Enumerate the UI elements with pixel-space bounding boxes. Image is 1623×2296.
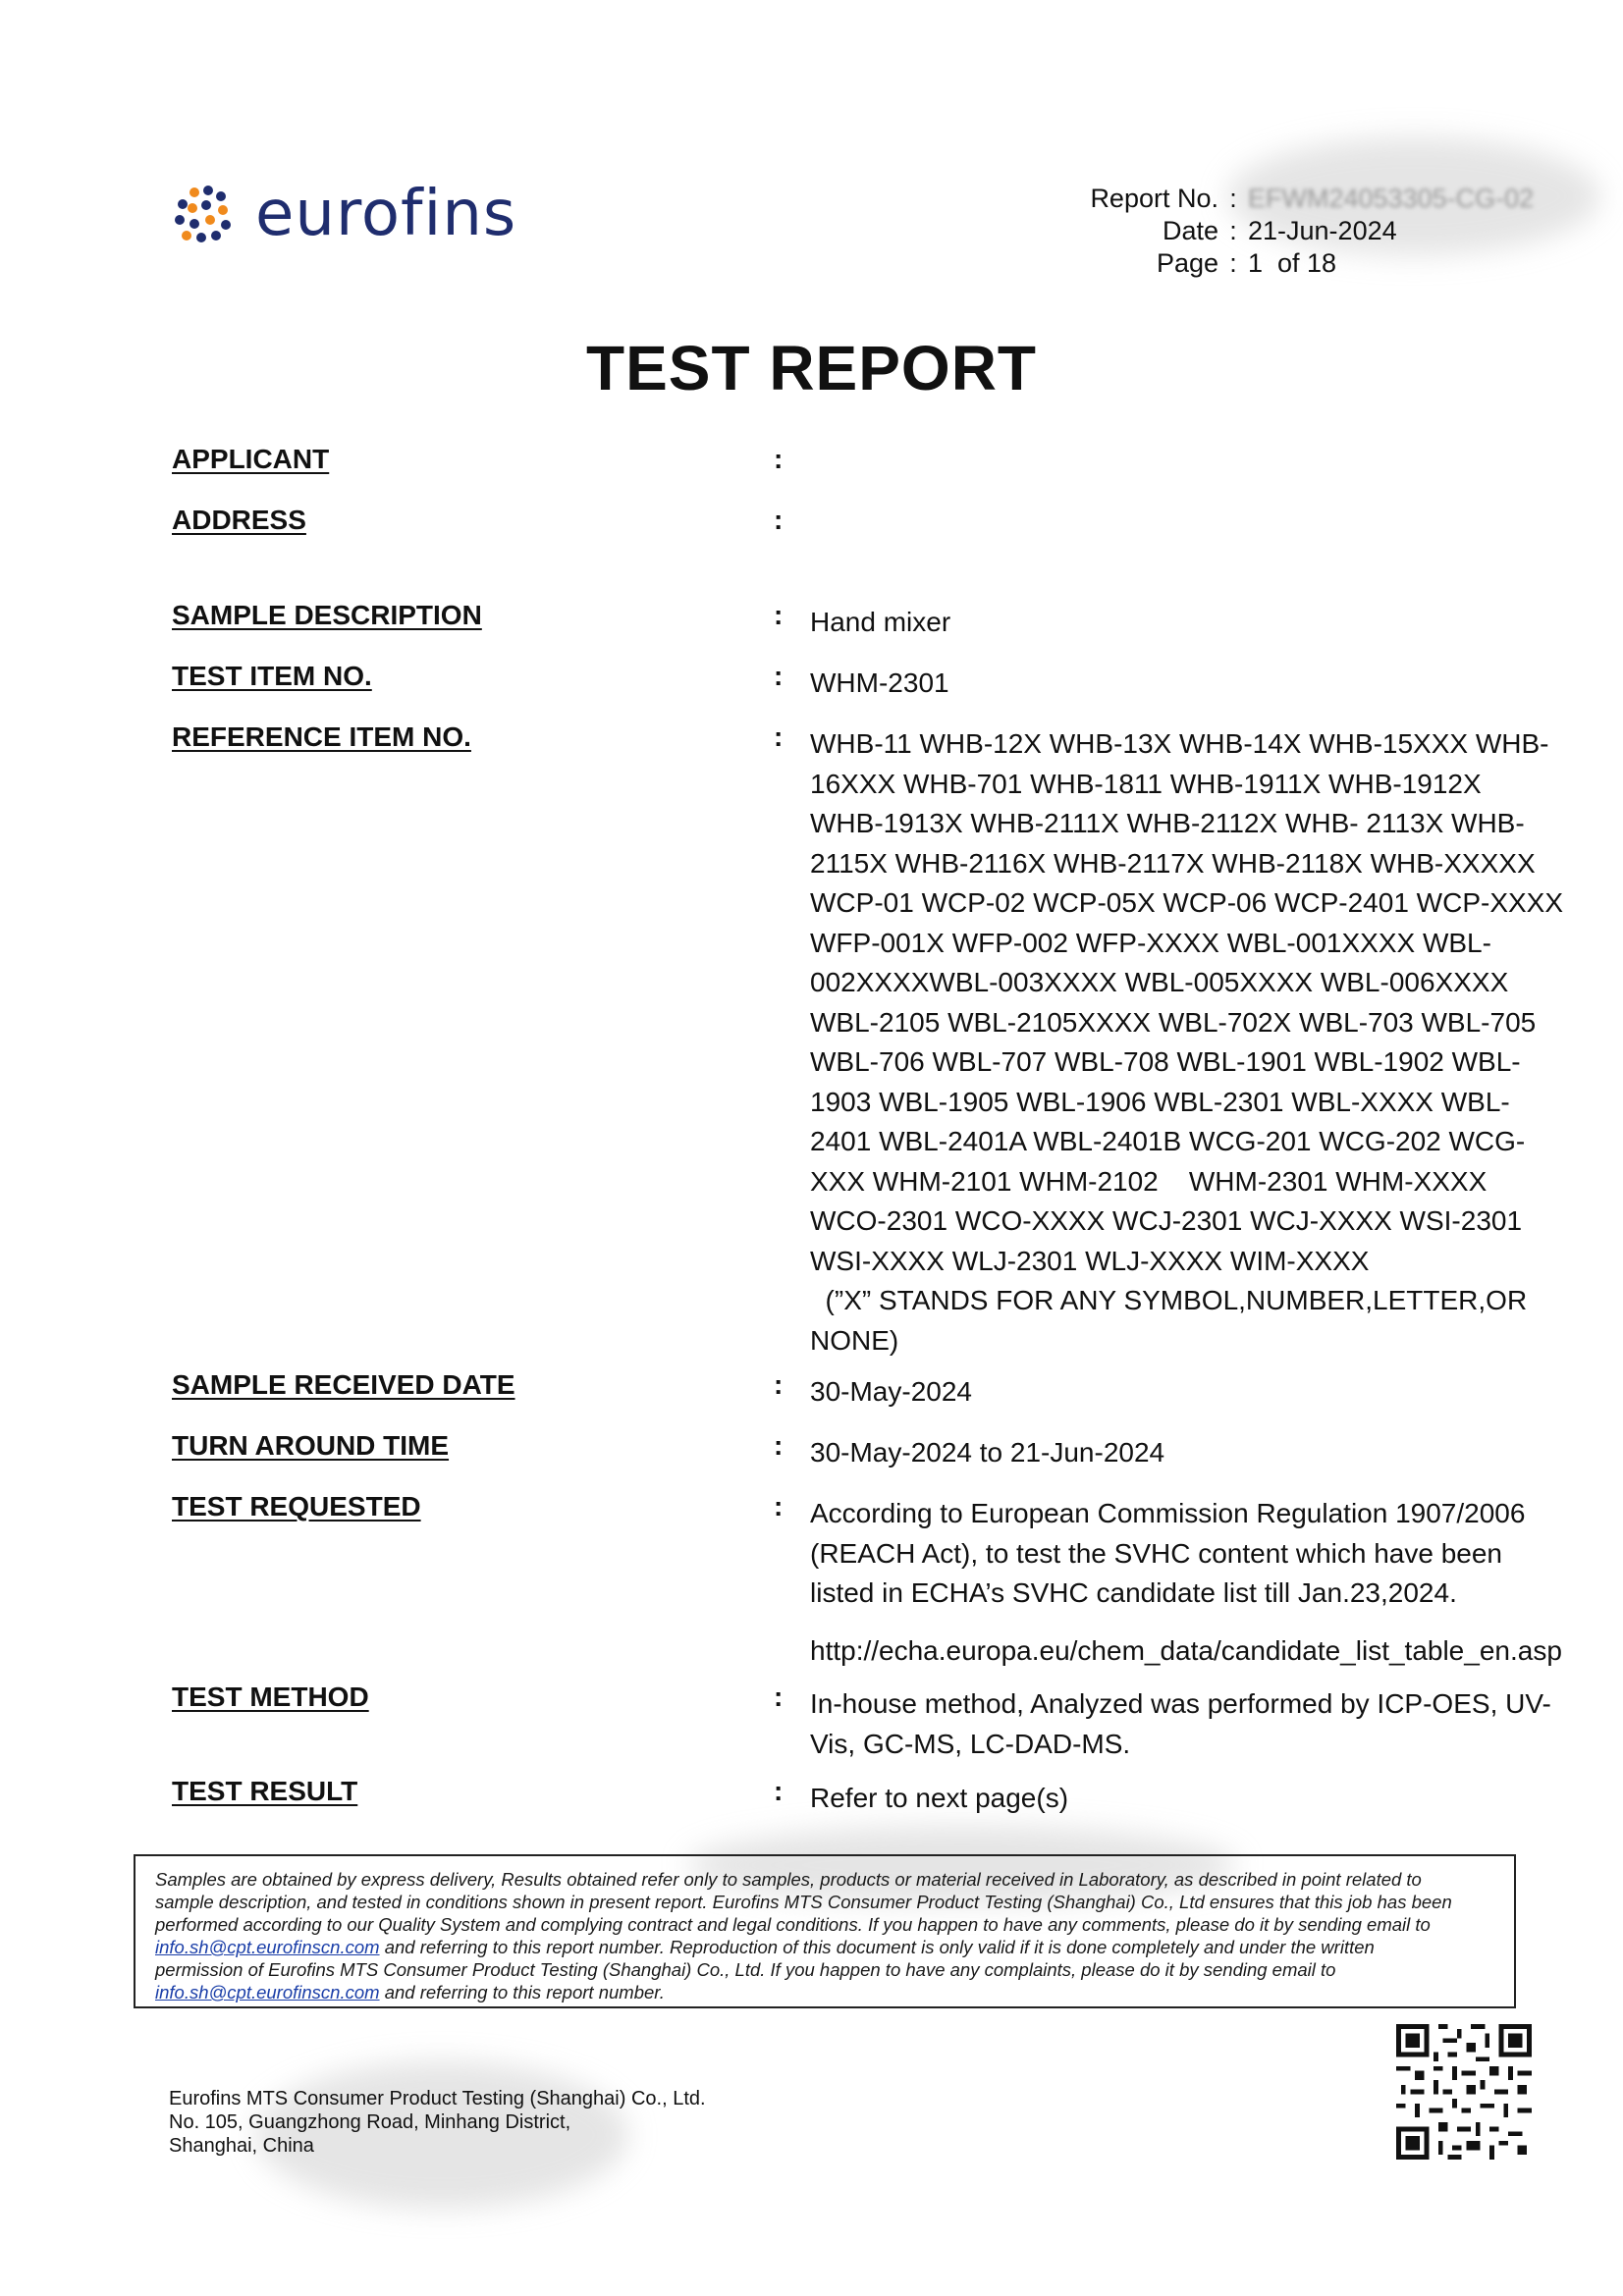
date-label: Date xyxy=(1162,216,1218,245)
reference-line: WCO-2301 WCO-XXXX WCJ-2301 WCJ-XXXX WSI-2301 xyxy=(810,1205,1523,1236)
meta-colon: : xyxy=(1229,216,1237,245)
date-row xyxy=(1070,215,1581,247)
disclaimer-line: sample description, and tested in conditions shown in present report. Eurofins MTS Consumer Product Testing (Shanghai) Co., Ltd ensures that this job has been xyxy=(155,1892,1452,1912)
address-label: ADDRESS xyxy=(172,505,306,535)
test-requested-line: According to European Commission Regulation 1907/2006 xyxy=(810,1498,1526,1528)
eurofins-logo xyxy=(169,177,542,255)
sample-description-value: Hand mixer xyxy=(810,607,951,637)
reference-line: 1903 WBL-1905 WBL-1906 WBL-2301 WBL-XXXX WBL- xyxy=(810,1086,1510,1117)
test-requested-label: TEST REQUESTED xyxy=(172,1491,421,1522)
test-result-colon: : xyxy=(774,1776,784,1806)
reference-line: WHB-1913X WHB-2111X WHB-2112X WHB- 2113X WHB- xyxy=(810,808,1525,838)
test-item-no-colon: : xyxy=(774,661,784,691)
sample-received-date-value: 30-May-2024 xyxy=(810,1376,972,1407)
disclaimer-line: performed according to our Quality System and complying contract and legal conditions. If you happen to have any comments, please do it by sending email to xyxy=(155,1914,1431,1935)
address-line: No. 105, Guangzhong Road, Minhang District, xyxy=(169,2111,571,2133)
page-row xyxy=(1070,247,1581,280)
logo-text: eurofins xyxy=(255,178,517,250)
address-line: Shanghai, China xyxy=(169,2135,314,2157)
disclaimer-line: permission of Eurofins MTS Consumer Product Testing (Shanghai) Co., Ltd. If you happen to have any complaints, please do it by sending email to xyxy=(155,1959,1336,1980)
test-method-colon: : xyxy=(774,1682,784,1712)
test-result-label: TEST RESULT xyxy=(172,1776,358,1806)
reference-line: XXX WHM-2101 WHM-2102 WHM-2301 WHM-XXXX xyxy=(810,1165,1488,1197)
test-method-line: Vis, GC-MS, LC-DAD-MS. xyxy=(810,1728,1131,1759)
echa-url[interactable]: http://echa.europa.eu/chem_data/candidate_list_table_en.asp xyxy=(810,1634,1562,1666)
report-no-row xyxy=(1070,183,1581,215)
test-method-line: In-house method, Analyzed was performed by ICP-OES, UV- xyxy=(810,1688,1551,1719)
reference-line: WCP-01 WCP-02 WCP-05X WCP-06 WCP-2401 WCP-XXXX xyxy=(810,887,1564,918)
report-no-value: EFWM24053305-CG-02 xyxy=(1248,184,1535,213)
test-item-no-label: TEST ITEM NO. xyxy=(172,661,372,691)
disclaimer-box xyxy=(134,1854,1516,2008)
reference-line: 16XXX WHB-701 WHB-1811 WHB-1911X WHB-1912X xyxy=(810,768,1482,799)
reference-item-no-value xyxy=(810,724,1586,1361)
reference-line: WBL-2105 WBL-2105XXXX WBL-702X WBL-703 WBL-705 xyxy=(810,1006,1537,1038)
applicant-colon: : xyxy=(774,444,784,474)
page-label: Page xyxy=(1156,248,1218,278)
meta-colon: : xyxy=(1229,184,1237,213)
email-link[interactable]: info.sh@cpt.eurofinscn.com xyxy=(155,1982,380,2002)
report-meta xyxy=(1070,183,1581,280)
reference-line: 2115X WHB-2116X WHB-2117X WHB-2118X WHB-XXXXX xyxy=(810,847,1536,879)
test-requested-value xyxy=(810,1494,1586,1671)
sample-received-date-label: SAMPLE RECEIVED DATE xyxy=(172,1369,515,1400)
disclaimer-text: and referring to this report number. Reproduction of this document is only valid if it is done completely and under the written xyxy=(379,1937,1375,1957)
sample-description-colon: : xyxy=(774,600,784,630)
reference-line: 2401 WBL-2401A WBL-2401B WCG-201 WCG-202 WCG- xyxy=(810,1126,1526,1156)
disclaimer-line xyxy=(155,1981,1494,2003)
disclaimer-line xyxy=(155,1936,1494,1958)
turn-around-time-colon: : xyxy=(774,1430,784,1461)
test-requested-line: (REACH Act), to test the SVHC content which have been xyxy=(810,1537,1503,1569)
reference-line: WFP-001X WFP-002 WFP-XXXX WBL-001XXXX WBL- xyxy=(810,927,1491,958)
report-no-label: Report No. xyxy=(1090,184,1218,213)
applicant-label: APPLICANT xyxy=(172,444,330,474)
reference-line: (”X” STANDS FOR ANY SYMBOL,NUMBER,LETTER,OR xyxy=(810,1285,1528,1315)
page-value: 1 of 18 xyxy=(1248,248,1337,278)
reference-line: WSI-XXXX WLJ-2301 WLJ-XXXX WIM-XXXX xyxy=(810,1245,1370,1276)
test-requested-colon: : xyxy=(774,1491,784,1522)
eurofins-logo-icon xyxy=(169,181,240,251)
qr-code-icon xyxy=(1396,2024,1532,2160)
footer-address xyxy=(169,2087,706,2158)
test-requested-line: listed in ECHA’s SVHC candidate list till Jan.23,2024. xyxy=(810,1577,1457,1608)
test-result-value: Refer to next page(s) xyxy=(810,1783,1069,1813)
disclaimer-line: Samples are obtained by express delivery, Results obtained refer only to samples, products or material received in Laboratory, as described in point related to xyxy=(155,1869,1422,1890)
reference-line: NONE) xyxy=(810,1324,899,1356)
turn-around-time-label: TURN AROUND TIME xyxy=(172,1430,450,1461)
reference-item-no-label: REFERENCE ITEM NO. xyxy=(172,721,471,752)
meta-colon: : xyxy=(1229,248,1237,278)
address-colon: : xyxy=(774,505,784,535)
test-method-label: TEST METHOD xyxy=(172,1682,369,1712)
date-value: 21-Jun-2024 xyxy=(1248,216,1397,245)
reference-line: WHB-11 WHB-12X WHB-13X WHB-14X WHB-15XXX WHB- xyxy=(810,728,1549,759)
disclaimer-text: and referring to this report number. xyxy=(379,1982,665,2002)
reference-line: 002XXXXWBL-003XXXX WBL-005XXXX WBL-006XXXX xyxy=(810,967,1509,997)
address-line: Eurofins MTS Consumer Product Testing (Shanghai) Co., Ltd. xyxy=(169,2088,706,2109)
sample-received-date-colon: : xyxy=(774,1369,784,1400)
email-link[interactable]: info.sh@cpt.eurofinscn.com xyxy=(155,1937,380,1957)
test-method-value xyxy=(810,1684,1586,1764)
sample-description-label: SAMPLE DESCRIPTION xyxy=(172,600,482,630)
turn-around-time-value: 30-May-2024 to 21-Jun-2024 xyxy=(810,1437,1165,1468)
test-item-no-value: WHM-2301 xyxy=(810,667,949,698)
reference-line: WBL-706 WBL-707 WBL-708 WBL-1901 WBL-1902 WBL- xyxy=(810,1046,1521,1077)
reference-item-no-colon: : xyxy=(774,721,784,752)
page-title: TEST REPORT xyxy=(585,333,1038,403)
